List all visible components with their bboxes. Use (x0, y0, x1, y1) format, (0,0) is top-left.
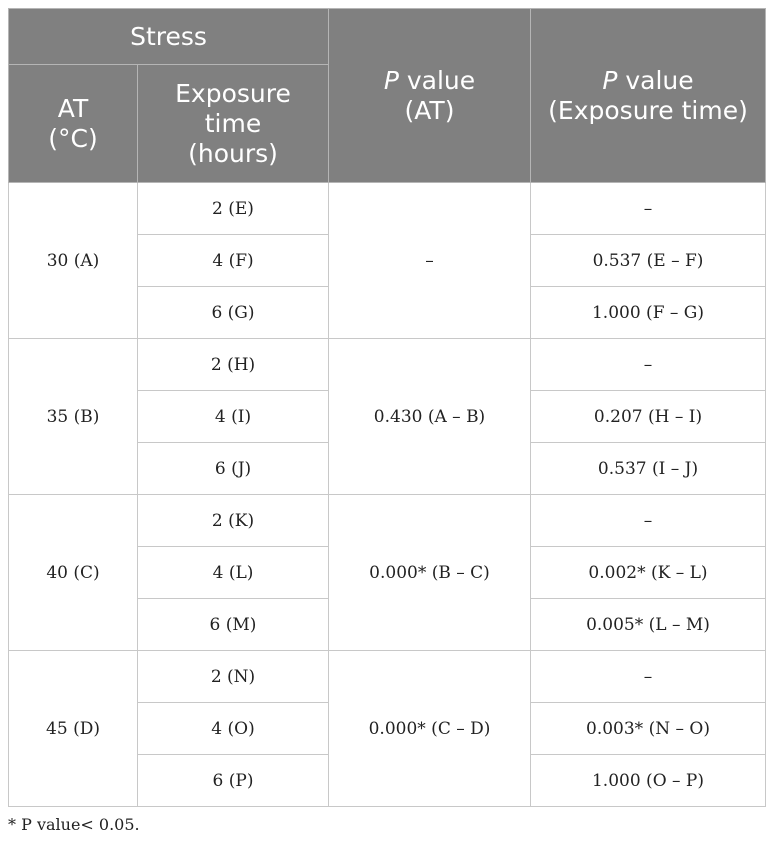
table-row (9, 183, 766, 235)
pvalue-exposure-cell: 1.000 (F – G) (531, 287, 766, 339)
exposure-cell: 2 (N) (138, 651, 329, 703)
pvalue-exposure-cell: 0.207 (H – I) (531, 391, 766, 443)
exposure-cell: 4 (O) (138, 703, 329, 755)
header-at (9, 65, 138, 183)
header-exposure-line2: time (204, 108, 262, 138)
exposure-cell: 6 (M) (138, 599, 329, 651)
exposure-cell: 4 (L) (138, 547, 329, 599)
exposure-cell: 2 (H) (138, 339, 329, 391)
at-cell: 35 (B) (9, 339, 138, 495)
pvalue-exposure-cell: – (531, 651, 766, 703)
pvalue-at-cell: – (329, 183, 531, 339)
table-footnote: * P value< 0.05. (8, 815, 140, 834)
pvalue-exposure-cell: 0.537 (E – F) (531, 235, 766, 287)
header-at-line2: (°C) (48, 123, 98, 153)
pvalue-at-cell: 0.000* (B – C) (329, 495, 531, 651)
pvalue-at-cell: 0.000* (C – D) (329, 651, 531, 807)
exposure-cell: 2 (K) (138, 495, 329, 547)
header-at-line1: AT (57, 93, 89, 123)
at-cell: 30 (A) (9, 183, 138, 339)
header-exposure-line3: (hours) (188, 138, 278, 168)
exposure-cell: 4 (I) (138, 391, 329, 443)
pvalue-exposure-cell: 0.003* (N – O) (531, 703, 766, 755)
at-cell: 45 (D) (9, 651, 138, 807)
header-pvalue-at-p: P (383, 65, 399, 95)
pvalue-exposure-cell: – (531, 183, 766, 235)
pvalue-exposure-cell: 0.002* (K – L) (531, 547, 766, 599)
header-pvalue-exp-p: P (602, 65, 618, 95)
header-pvalue-exp-rest: value (617, 65, 694, 95)
pvalue-exposure-cell: – (531, 339, 766, 391)
header-pvalue-at-line2: (AT) (404, 95, 455, 125)
stress-pvalue-table (8, 8, 766, 807)
table-row (9, 495, 766, 547)
header-stress: Stress (9, 9, 329, 65)
header-pvalue-exposure (531, 9, 766, 183)
pvalue-exposure-cell: 0.005* (L – M) (531, 599, 766, 651)
pvalue-exposure-cell: 0.537 (I – J) (531, 443, 766, 495)
pvalue-exposure-cell: – (531, 495, 766, 547)
exposure-cell: 6 (G) (138, 287, 329, 339)
header-pvalue-at (329, 9, 531, 183)
header-pvalue-exp-line2: (Exposure time) (548, 95, 748, 125)
table-row (9, 339, 766, 391)
exposure-cell: 2 (E) (138, 183, 329, 235)
header-exposure-time (138, 65, 329, 183)
at-cell: 40 (C) (9, 495, 138, 651)
header-row-1 (9, 9, 766, 65)
table-row (9, 651, 766, 703)
exposure-cell: 4 (F) (138, 235, 329, 287)
exposure-cell: 6 (P) (138, 755, 329, 807)
exposure-cell: 6 (J) (138, 443, 329, 495)
header-exposure-line1: Exposure (175, 78, 291, 108)
pvalue-at-cell: 0.430 (A – B) (329, 339, 531, 495)
header-pvalue-at-rest: value (398, 65, 476, 95)
pvalue-exposure-cell: 1.000 (O – P) (531, 755, 766, 807)
